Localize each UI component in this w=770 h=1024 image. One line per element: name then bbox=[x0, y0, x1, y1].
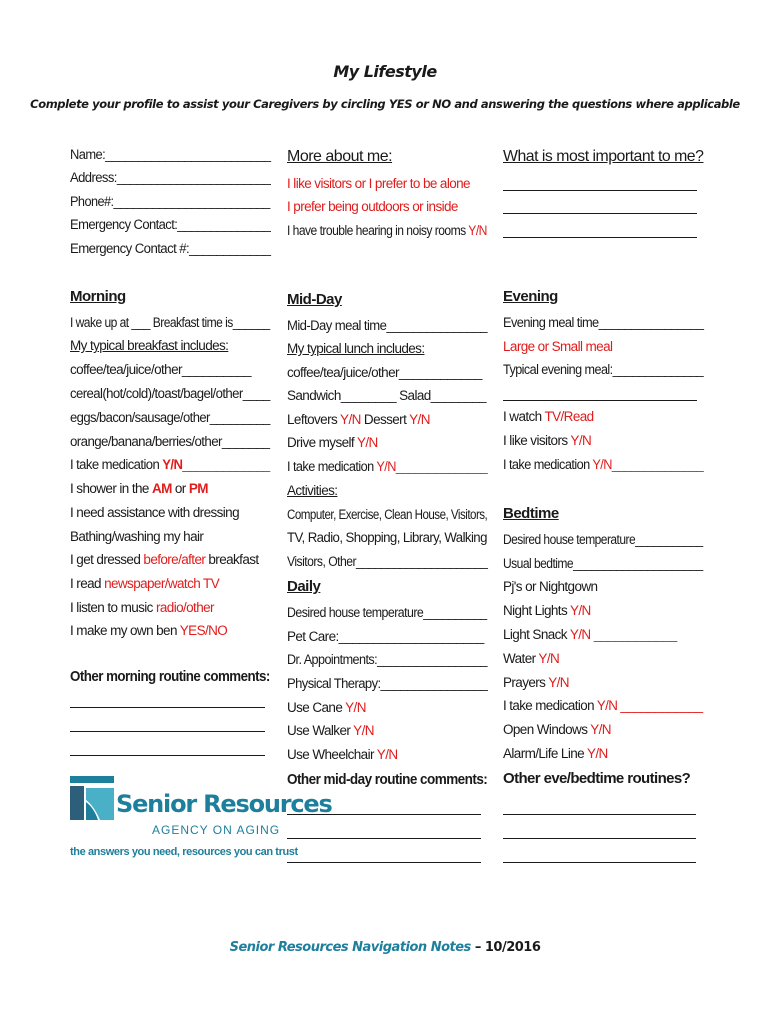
wheelchair-row[interactable]: Use Wheelchair Y/N bbox=[287, 747, 398, 762]
breakfast-drinks-field[interactable]: coffee/tea/juice/other__________ bbox=[70, 362, 251, 377]
dressing-assistance-item: I need assistance with dressing bbox=[70, 505, 240, 520]
bedtime-medication-row[interactable]: I take medication Y/N ____________ bbox=[503, 698, 703, 713]
bedtime-temperature-field[interactable]: Desired house temperature___________ bbox=[503, 532, 703, 547]
walker-row[interactable]: Use Walker Y/N bbox=[287, 723, 374, 738]
appointments-field[interactable]: Dr. Appointments:_________________ bbox=[287, 652, 487, 667]
dressed-row[interactable]: I get dressed before/after breakfast bbox=[70, 552, 259, 567]
bedtime-heading: Bedtime bbox=[503, 505, 559, 522]
important-line[interactable] bbox=[503, 213, 697, 214]
evening-heading: Evening bbox=[503, 288, 558, 305]
phone-field[interactable]: Phone#:________________________ bbox=[70, 194, 270, 209]
evening-visitors-row[interactable]: I like visitors Y/N bbox=[503, 433, 592, 448]
midday-heading: Mid-Day bbox=[287, 291, 342, 308]
page-title: My Lifestyle bbox=[333, 62, 437, 81]
morning-medication-row[interactable]: I take medication Y/N_____________ bbox=[70, 457, 270, 472]
morning-comments-line[interactable] bbox=[70, 707, 265, 708]
visitors-preference-option[interactable]: I like visitors or I prefer to be alone bbox=[287, 176, 470, 191]
lunch-drinks-field[interactable]: coffee/tea/juice/other____________ bbox=[287, 365, 482, 380]
read-row[interactable]: I read newspaper/watch TV bbox=[70, 576, 220, 591]
important-heading: What is most important to me? bbox=[503, 148, 704, 165]
breakfast-fruit-field[interactable]: orange/banana/berries/other_______ bbox=[70, 434, 270, 449]
footer-text: Senior Resources Navigation Notes bbox=[229, 940, 471, 955]
midday-medication-row[interactable]: I take medication Y/N______________ bbox=[287, 459, 488, 474]
important-line[interactable] bbox=[503, 237, 697, 238]
prayers-row[interactable]: Prayers Y/N bbox=[503, 675, 569, 690]
evening-meal-time-field[interactable]: Evening meal time________________ bbox=[503, 315, 704, 330]
footer-date: – 10/2016 bbox=[470, 940, 541, 955]
midday-temperature-field[interactable]: Desired house temperature__________ bbox=[287, 605, 487, 620]
therapy-field[interactable]: Physical Therapy:________________ bbox=[287, 676, 488, 691]
midday-comments-line[interactable] bbox=[287, 814, 481, 815]
activities-other-field[interactable]: Visitors, Other_____________________ bbox=[287, 554, 488, 569]
logo-tagline: the answers you need, resources you can trust bbox=[70, 846, 298, 858]
typical-evening-meal-line[interactable] bbox=[503, 400, 697, 401]
address-field[interactable]: Address:_______________________ bbox=[70, 170, 271, 185]
bedtime-comments-line[interactable] bbox=[503, 862, 696, 863]
morning-comments-heading: Other morning routine comments: bbox=[70, 668, 270, 685]
night-lights-row[interactable]: Night Lights Y/N bbox=[503, 603, 591, 618]
important-line[interactable] bbox=[503, 190, 697, 191]
breakfast-label: My typical breakfast includes: bbox=[70, 338, 229, 353]
watch-row[interactable]: I watch TV/Read bbox=[503, 409, 594, 424]
emergency-contact-field[interactable]: Emergency Contact:______________ bbox=[70, 217, 271, 232]
bedtime-comments-line[interactable] bbox=[503, 814, 696, 815]
water-row[interactable]: Water Y/N bbox=[503, 651, 560, 666]
morning-heading: Morning bbox=[70, 288, 126, 305]
morning-comments-line[interactable] bbox=[70, 731, 265, 732]
senior-resources-logo-icon bbox=[70, 776, 114, 820]
name-field[interactable]: Name:_________________________ bbox=[70, 147, 271, 162]
lunch-label: My typical lunch includes: bbox=[287, 341, 425, 356]
wake-up-field[interactable]: I wake up at ___ Breakfast time is______ bbox=[70, 315, 270, 330]
morning-comments-line[interactable] bbox=[70, 755, 265, 756]
emergency-contact-number-field[interactable]: Emergency Contact #:____________ bbox=[70, 241, 271, 256]
logo-subtitle: AGENCY ON AGING bbox=[152, 823, 281, 837]
more-about-me-heading: More about me: bbox=[287, 148, 393, 165]
sandwich-salad-field[interactable]: Sandwich________ Salad________ bbox=[287, 388, 486, 403]
hearing-row[interactable]: I have trouble hearing in noisy rooms Y/N bbox=[287, 223, 487, 238]
light-snack-row[interactable]: Light Snack Y/N ____________ bbox=[503, 627, 677, 642]
midday-meal-time-field[interactable]: Mid-Day meal time_______________ bbox=[287, 318, 487, 333]
page-footer bbox=[0, 940, 770, 955]
evening-medication-row[interactable]: I take medication Y/N______________ bbox=[503, 457, 704, 472]
pet-care-field[interactable]: Pet Care:_____________________ bbox=[287, 629, 484, 644]
shower-row[interactable]: I shower in the AM or PM bbox=[70, 481, 208, 496]
midday-comments-heading: Other mid-day routine comments: bbox=[287, 771, 488, 788]
daily-heading: Daily bbox=[287, 578, 321, 595]
activities-list[interactable]: TV, Radio, Shopping, Library, Walking bbox=[287, 530, 487, 545]
outdoors-preference-option[interactable]: I prefer being outdoors or inside bbox=[287, 199, 458, 214]
sleepwear-item: Pj's or Nightgown bbox=[503, 579, 598, 594]
midday-comments-line[interactable] bbox=[287, 862, 481, 863]
bedtime-comments-line[interactable] bbox=[503, 838, 696, 839]
leftovers-dessert-row[interactable]: Leftovers Y/N Dessert Y/N bbox=[287, 412, 430, 427]
breakfast-eggs-field[interactable]: eggs/bacon/sausage/other_________ bbox=[70, 410, 270, 425]
bed-row[interactable]: I make my own ben YES/NO bbox=[70, 623, 228, 638]
usual-bedtime-field[interactable]: Usual bedtime_____________________ bbox=[503, 556, 703, 571]
page-subtitle: Complete your profile to assist your Caregivers by circling YES or NO and answering the questions where applicable bbox=[30, 97, 740, 111]
bathing-item: Bathing/washing my hair bbox=[70, 529, 204, 544]
activities-label: Activities: bbox=[287, 483, 338, 498]
drive-row[interactable]: Drive myself Y/N bbox=[287, 435, 378, 450]
open-windows-row[interactable]: Open Windows Y/N bbox=[503, 722, 611, 737]
logo-wordmark: Senior Resources bbox=[116, 790, 332, 818]
alarm-row[interactable]: Alarm/Life Line Y/N bbox=[503, 746, 608, 761]
cane-row[interactable]: Use Cane Y/N bbox=[287, 700, 366, 715]
meal-size-option[interactable]: Large or Small meal bbox=[503, 339, 613, 354]
music-row[interactable]: I listen to music radio/other bbox=[70, 600, 214, 615]
bedtime-comments-heading: Other eve/bedtime routines? bbox=[503, 770, 691, 787]
typical-evening-meal-field[interactable]: Typical evening meal:______________ bbox=[503, 362, 704, 377]
breakfast-cereal-field[interactable]: cereal(hot/cold)/toast/bagel/other____ bbox=[70, 386, 270, 401]
midday-comments-line[interactable] bbox=[287, 838, 481, 839]
activities-list[interactable]: Computer, Exercise, Clean House, Visitors, bbox=[287, 507, 488, 522]
